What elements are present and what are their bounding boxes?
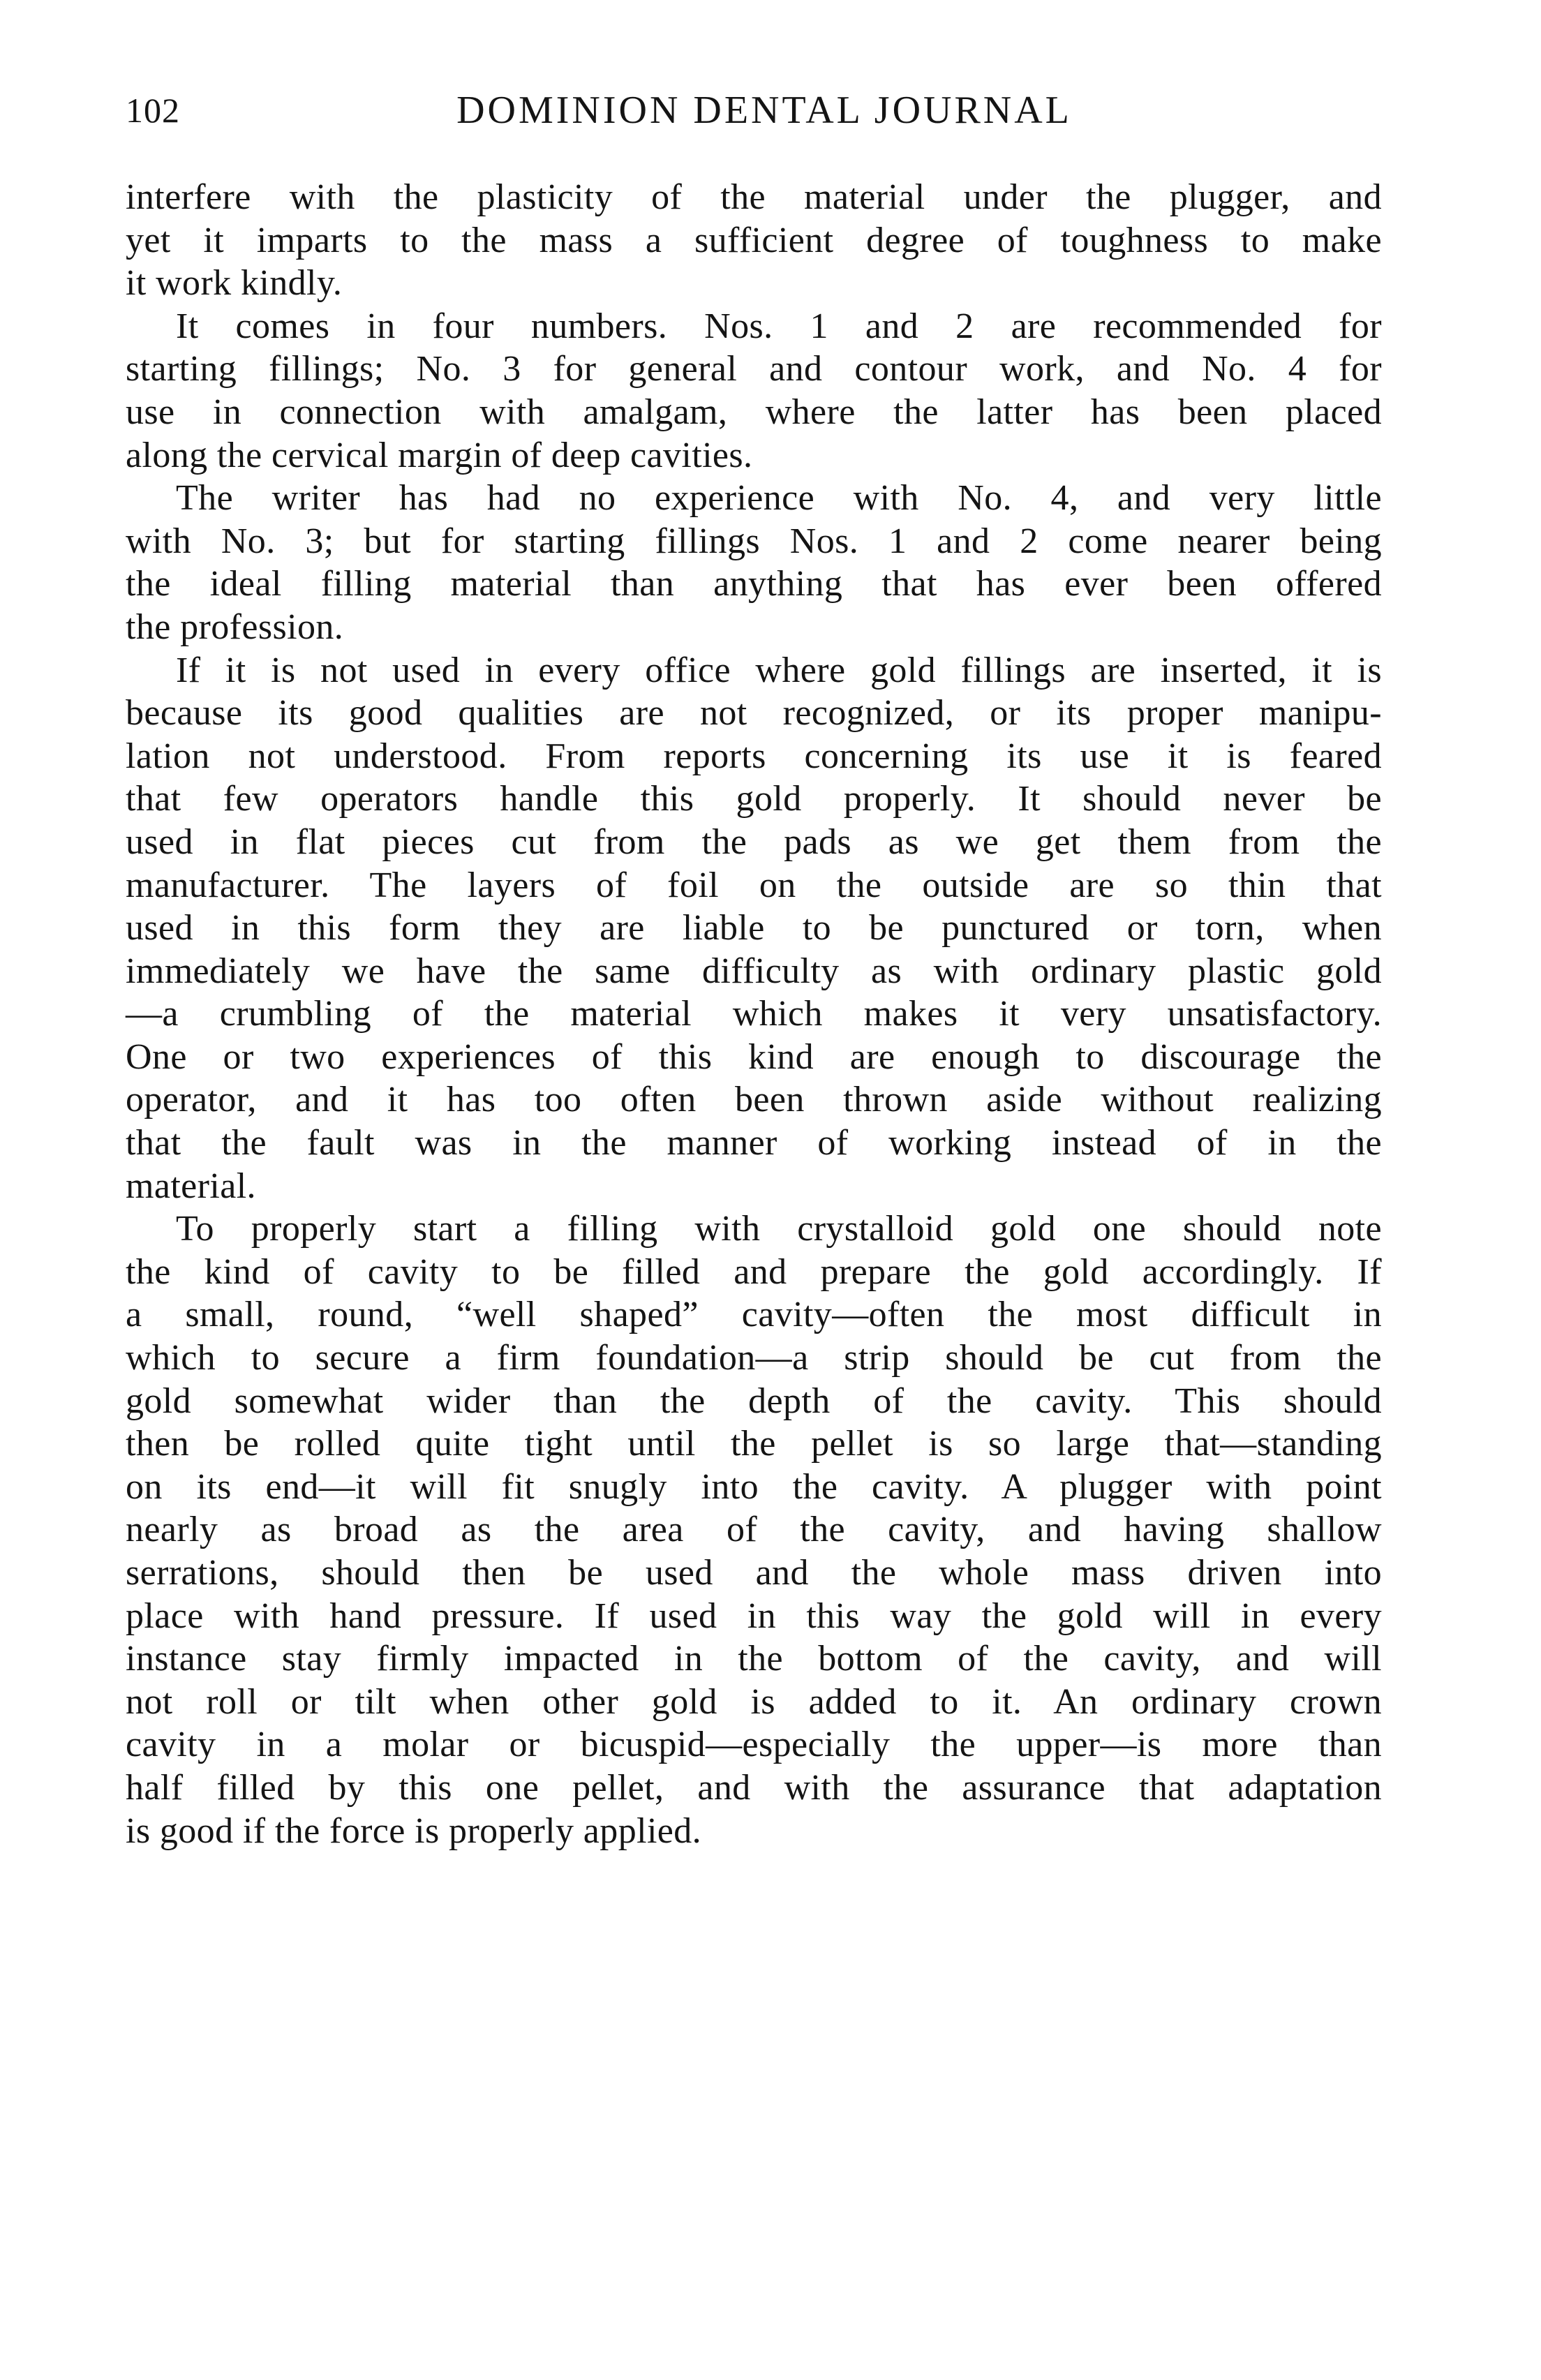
text-line: the profession. — [126, 607, 344, 647]
journal-title: DOMINION DENTAL JOURNAL — [456, 89, 1072, 132]
text-line: along the cervical margin of deep cavities. — [126, 435, 753, 475]
page-number: 102 — [126, 91, 180, 130]
text-line: the kind of cavity to be filled and prepare the gold accordingly. If — [126, 1251, 1382, 1292]
text-line: that the fault was in the manner of working instead of in the — [126, 1123, 1382, 1163]
text-line: nearly as broad as the area of the cavity, and having shallow — [126, 1510, 1382, 1550]
text-line: The writer has had no experience with No. 4, and very little — [176, 478, 1382, 519]
text-line: half filled by this one pellet, and with the assurance that adaptation — [126, 1767, 1382, 1808]
text-line: then be rolled quite tight until the pellet is so large that—standing — [126, 1424, 1382, 1464]
text-line: operator, and it has too often been thrown aside without realizing — [126, 1080, 1382, 1120]
text-line: instance stay firmly impacted in the bottom of the cavity, and will — [126, 1639, 1382, 1679]
text-line: lation not understood. From reports concerning its use it is feared — [126, 736, 1382, 776]
text-line: material. — [126, 1166, 256, 1206]
paragraph — [126, 305, 1382, 477]
text-line: manufacturer. The layers of foil on the outside are so thin that — [126, 865, 1382, 905]
text-line: used in flat pieces cut from the pads as we get them from the — [126, 821, 1382, 862]
text-line: a small, round, “well shaped” cavity—often the most difficult in — [126, 1295, 1382, 1335]
paragraph — [126, 477, 1382, 648]
paragraph — [126, 176, 1382, 305]
text-line: gold somewhat wider than the depth of the cavity. This should — [126, 1381, 1382, 1421]
text-line: serrations, should then be used and the whole mass driven into — [126, 1553, 1382, 1593]
text-line: because its good qualities are not recognized, or its proper manipu- — [126, 693, 1382, 734]
text-line: used in this form they are liable to be punctured or torn, when — [126, 908, 1382, 949]
text-line: that few operators handle this gold properly. It should never be — [126, 779, 1382, 819]
text-line: with No. 3; but for starting fillings Nos. 1 and 2 come nearer being — [126, 521, 1382, 561]
text-line: which to secure a firm foundation—a strip should be cut from the — [126, 1338, 1382, 1378]
text-line: yet it imparts to the mass a sufficient degree of toughness to make — [126, 220, 1382, 260]
text-line: interfere with the plasticity of the material under the plugger, and — [126, 177, 1382, 217]
text-line: If it is not used in every office where gold fillings are inserted, it is — [176, 650, 1382, 690]
text-line: One or two experiences of this kind are enough to discourage the — [126, 1036, 1382, 1077]
text-line: place with hand pressure. If used in this way the gold will in every — [126, 1596, 1382, 1636]
text-line: immediately we have the same difficulty as with ordinary plastic gold — [126, 951, 1382, 991]
text-line: it work kindly. — [126, 263, 343, 304]
paragraph — [126, 1207, 1382, 1852]
text-line: not roll or tilt when other gold is added to it. An ordinary crown — [126, 1681, 1382, 1722]
running-head — [126, 82, 1375, 138]
text-line: is good if the force is properly applied. — [126, 1810, 702, 1851]
text-line: It comes in four numbers. Nos. 1 and 2 are recommended for — [176, 306, 1382, 346]
text-line: starting fillings; No. 3 for general and contour work, and No. 4 for — [126, 349, 1382, 389]
text-line: on its end—it will fit snugly into the cavity. A plugger with point — [126, 1466, 1382, 1507]
text-line: use in connection with amalgam, where the latter has been placed — [126, 392, 1382, 432]
body-text — [126, 176, 1382, 1852]
text-line: the ideal filling material than anything that has ever been offered — [126, 564, 1382, 604]
text-line: To properly start a filling with crystalloid gold one should note — [176, 1209, 1382, 1249]
text-line: —a crumbling of the material which makes it very unsatisfactory. — [126, 994, 1382, 1034]
paragraph — [126, 649, 1382, 1208]
text-line: cavity in a molar or bicuspid—especially the upper—is more than — [126, 1725, 1382, 1765]
